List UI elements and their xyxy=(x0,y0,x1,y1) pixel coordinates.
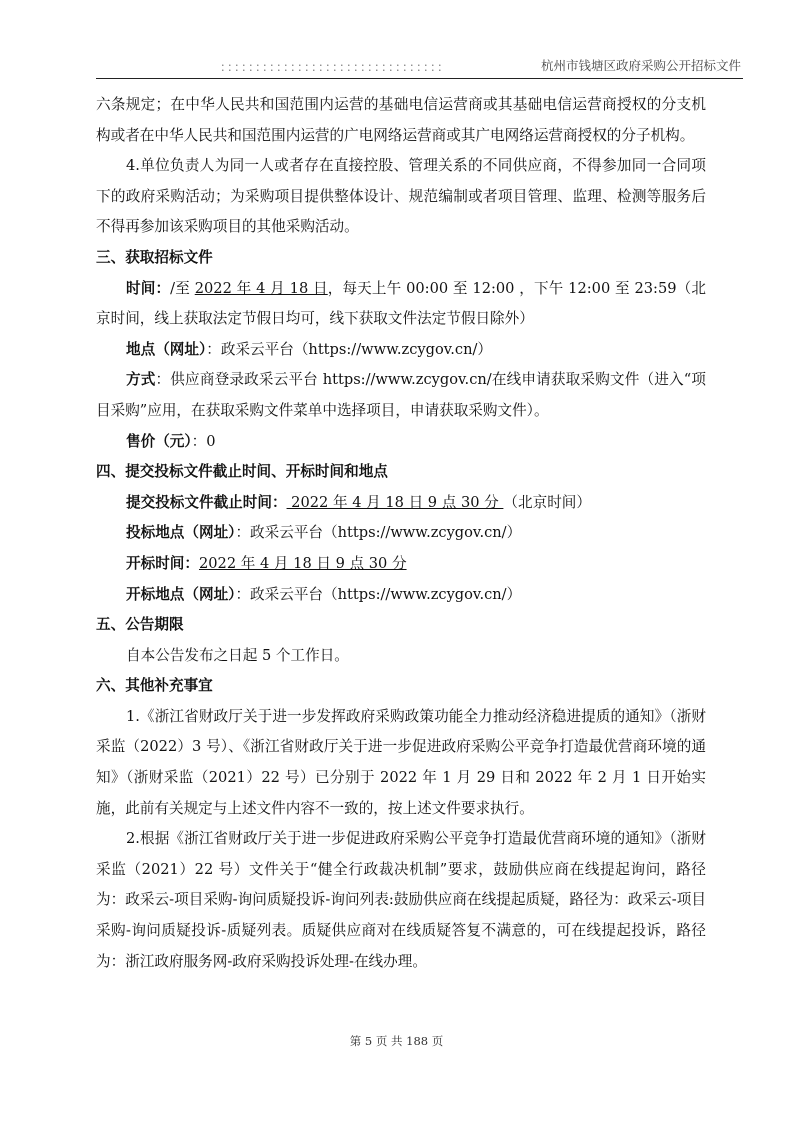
deadline-suffix: （北京时间） xyxy=(503,493,591,511)
open-place-value: ：政采云平台（https://www.zcygov.cn/） xyxy=(235,585,522,603)
page-number: 第 5 页 共 188 页 xyxy=(349,1034,444,1048)
method-value: ：供应商登录政采云平台 https://www.zcygov.cn/在线申请获取采购文件（进入“项目采购”应用，在获取采购文件菜单中选择项目，申请获取采购文件）。 xyxy=(96,371,706,419)
page-header xyxy=(96,56,743,79)
section-6-heading: 六、其他补充事宜 xyxy=(96,677,213,695)
open-place xyxy=(96,580,706,611)
section-4-heading: 四、提交投标文件截止时间、开标时间和地点 xyxy=(96,463,388,481)
open-time-value: 2022 年 4 月 18 日 9 点 30 分 xyxy=(198,554,407,572)
time-date: 2022 年 4 月 18 日 xyxy=(194,279,328,297)
obtain-price xyxy=(96,427,706,458)
place-value: ：政采云平台（https://www.zcygov.cn/） xyxy=(206,340,492,358)
bid-deadline xyxy=(96,488,706,519)
open-time-label: 开标时间： xyxy=(126,554,199,572)
method-label: 方式 xyxy=(126,371,156,389)
deadline-value: 2022 年 4 月 18 日 9 点 30 分 xyxy=(286,493,504,511)
obtain-place xyxy=(96,335,706,366)
section-5-text: 自本公告发布之日起 5 个工作日。 xyxy=(126,646,349,664)
paragraph-6-1: 1.《浙江省财政厅关于进一步发挥政府采购政策功能全力推动经济稳进提质的通知》（浙财采监（2022）3 号）、《浙江省财政厅关于进一步促进政府采购公平竞争打造最优营商环境的通知》（浙财采监（2021）22 号）已分别于 2022 年 1 月 29 日和 2022 年 2 月 1 日开始实施，此前有关规定与上述文件内容不一致的，按上述文件要求执行。 xyxy=(96,707,706,817)
paragraph-6-2: 2.根据《浙江省财政厅关于进一步促进政府采购公平竞争打造最优营商环境的通知》（浙财采监（2021）22 号）文件关于“健全行政裁决机制”要求，鼓励供应商在线提起询问，路径为：政采云-项目采购-询问质疑投诉-询问列表:鼓励供应商在线提起质疑，路径为：政采云-项目采购-询问质疑投诉-质疑列表。质疑供应商对在线质疑答复不满意的，可在线提起投诉，路径为：浙江政府服务网-政府采购投诉处理-在线办理。 xyxy=(96,830,706,970)
time-label: 时间： xyxy=(126,279,171,297)
document-body xyxy=(96,90,706,977)
open-time xyxy=(96,549,706,580)
bid-place xyxy=(96,518,706,549)
obtain-time xyxy=(96,274,706,335)
paragraph-item-4: 4.单位负责人为同一人或者存在直接控股、管理关系的不同供应商，不得参加同一合同项下的政府采购活动；为采购项目提供整体设计、规范编制或者项目管理、监理、检测等服务后不得再参加该采购项目的其他采购活动。 xyxy=(96,157,706,236)
time-rest: ，每天上午 00:00 至 12:00 ，下午 12:00 至 23:59（北京时间，线上获取法定节假日均可，线下获取文件法定节假日除外） xyxy=(96,279,706,328)
paragraph-continued: 六条规定；在中华人民共和国范围内运营的基础电信运营商或其基础电信运营商授权的分支机构或者在中华人民共和国范围内运营的广电网络运营商或其广电网络运营商授权的分子机构。 xyxy=(96,96,706,144)
price-value: ：0 xyxy=(191,432,216,450)
header-dotted-line: ：：：：：：：：：：：：：：：：：：：：：：：：：：：：：：：： xyxy=(220,60,451,74)
section-3-heading: 三、获取招标文件 xyxy=(96,248,213,266)
deadline-label: 提交投标文件截止时间： xyxy=(126,493,287,511)
bid-place-label: 投标地点（网址） xyxy=(126,524,236,542)
time-prefix: /至 xyxy=(170,279,195,297)
place-label: 地点（网址） xyxy=(126,340,207,358)
open-place-label: 开标地点（网址） xyxy=(126,585,236,603)
bid-place-value: ：政采云平台（https://www.zcygov.cn/） xyxy=(235,524,522,542)
price-label: 售价（元） xyxy=(126,432,192,450)
obtain-method xyxy=(96,365,706,426)
header-title: 杭州市钱塘区政府采购公开招标文件 xyxy=(540,58,741,73)
section-5-heading: 五、公告期限 xyxy=(96,616,184,634)
